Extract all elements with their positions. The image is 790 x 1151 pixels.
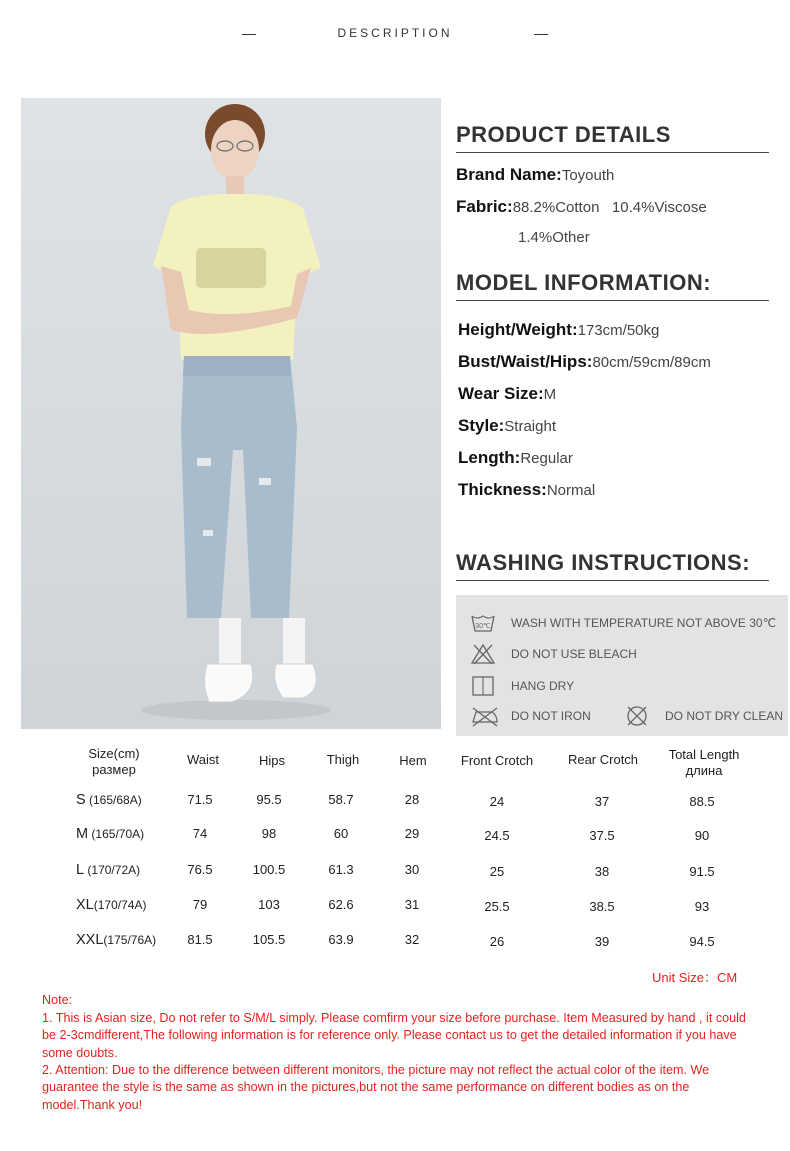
wash-item-temperature: 30℃ WASH WITH TEMPERATURE NOT ABOVE 30℃: [470, 612, 776, 634]
no-dry-clean-icon: [624, 705, 650, 727]
model-row-style: Style:Straight: [458, 416, 556, 435]
brand-row: [456, 165, 614, 185]
table-cell: 79: [192, 897, 208, 912]
header-hem: Hem: [399, 753, 427, 768]
hang-dry-icon: [470, 675, 496, 697]
wash-item-no-dry-clean: DO NOT DRY CLEAN: [624, 705, 783, 727]
table-cell: 39: [594, 934, 610, 949]
table-cell: 25.5: [484, 899, 510, 914]
no-bleach-icon: [470, 643, 496, 665]
table-cell: 25: [489, 864, 505, 879]
note-title: Note:: [42, 993, 73, 1007]
table-cell: 91.5: [689, 864, 715, 879]
product-photo: [21, 98, 441, 729]
model-information-title: MODEL INFORMATION:: [456, 270, 769, 301]
table-cell: 24: [489, 794, 505, 809]
table-cell: 31: [404, 897, 420, 912]
size-label: M: [76, 826, 89, 842]
table-cell: 32: [404, 932, 420, 947]
header-waist: Waist: [186, 752, 220, 767]
table-cell: 90: [694, 828, 710, 843]
header-size: Size(cm) размер: [88, 746, 140, 777]
table-cell: 38: [594, 864, 610, 879]
header-hips: Hips: [258, 753, 285, 768]
description-header: [0, 26, 790, 46]
no-iron-icon: [470, 705, 496, 727]
size-label: XXL: [76, 932, 104, 948]
size-spec: (170/74A): [93, 898, 147, 912]
wash-item-no-iron: DO NOT IRON: [470, 705, 591, 727]
table-cell: 62.6: [328, 897, 354, 912]
size-label: S: [76, 792, 86, 808]
header-rear-crotch: Rear Crotch: [567, 752, 639, 767]
table-cell: 29: [404, 826, 420, 841]
table-cell: 60: [333, 826, 349, 841]
table-cell: 24.5: [484, 828, 510, 843]
washing-box: [456, 595, 788, 736]
fabric-value-2: 1.4%Other: [518, 229, 590, 246]
table-cell: 105.5: [252, 932, 286, 947]
size-spec: (175/76A): [103, 933, 157, 947]
table-cell: 37.5: [589, 828, 615, 843]
size-spec: (165/68A): [85, 793, 142, 807]
model-row-wear-size: Wear Size:M: [458, 384, 557, 403]
table-cell: 76.5: [187, 862, 213, 877]
product-details-title: PRODUCT DETAILS: [456, 122, 769, 153]
note-line-2: 2. Attention: Due to the difference between different monitors, the picture may not reflect the actual color of the item. We guarantee the style is the same as shown in the pictures,but not the same performance on different bodies as on the model.Thank you!: [42, 1063, 710, 1112]
model-row-bust-waist-hips: Bust/Waist/Hips:80cm/59cm/89cm: [458, 352, 711, 371]
size-spec: (165/70A): [88, 827, 145, 841]
size-cell: [76, 932, 156, 948]
size-cell: [76, 792, 142, 808]
size-label: L: [76, 862, 85, 878]
header-front-crotch: Front Crotch: [460, 753, 534, 768]
size-label: XL: [76, 897, 94, 913]
brand-value: Toyouth: [561, 167, 615, 184]
table-cell: 81.5: [187, 932, 213, 947]
unit-size-label: Unit Size：CM: [652, 970, 738, 985]
table-cell: 88.5: [689, 794, 715, 809]
fabric-row: [456, 197, 707, 217]
table-cell: 30: [404, 862, 420, 877]
table-cell: 94.5: [689, 934, 715, 949]
table-cell: 58.7: [328, 792, 354, 807]
table-cell: 98: [261, 826, 277, 841]
table-cell: 103: [258, 897, 280, 912]
size-cell: [76, 897, 146, 913]
table-cell: 71.5: [187, 792, 213, 807]
fabric-value: 88.2%Cotton 10.4%Viscose: [512, 199, 707, 216]
header-total-length: Total Length длина: [668, 747, 740, 778]
note-line-1: 1. This is Asian size, Do not refer to S/M/L simply. Please comfirm your size before purchase. Item Measured by hand , it could be 2-3cmdifferent,The following information is for reference only. Please contact us to get the detailed information if you have some doubts.: [42, 1011, 746, 1060]
table-cell: 93: [694, 899, 710, 914]
model-row-height-weight: Height/Weight:173cm/50kg: [458, 320, 660, 339]
brand-label: Brand Name:: [456, 165, 562, 184]
wash-item-hang-dry: HANG DRY: [470, 675, 574, 697]
description-title: DESCRIPTION: [337, 26, 453, 40]
table-cell: 28: [404, 792, 420, 807]
header-dash-right: [534, 34, 548, 35]
wash-item-no-bleach: DO NOT USE BLEACH: [470, 643, 637, 665]
table-cell: 26: [489, 934, 505, 949]
wash-30-icon: [470, 612, 496, 634]
table-cell: 61.3: [328, 862, 354, 877]
fabric-row-2: [518, 229, 590, 247]
model-row-thickness: Thickness:Normal: [458, 480, 596, 499]
table-cell: 100.5: [252, 862, 286, 877]
size-cell: [76, 862, 140, 878]
table-cell: 74: [192, 826, 208, 841]
header-thigh: Thigh: [326, 752, 360, 767]
table-cell: 63.9: [328, 932, 354, 947]
table-cell: 95.5: [256, 792, 282, 807]
size-spec: (170/72A): [84, 863, 141, 877]
model-row-length: Length:Regular: [458, 448, 573, 467]
size-cell: [76, 826, 144, 842]
model-illustration: [21, 98, 441, 729]
fabric-label: Fabric:: [456, 197, 513, 216]
svg-text:30℃: 30℃: [475, 623, 491, 630]
table-cell: 38.5: [589, 899, 615, 914]
table-cell: 37: [594, 794, 610, 809]
washing-instructions-title: WASHING INSTRUCTIONS:: [456, 550, 769, 581]
